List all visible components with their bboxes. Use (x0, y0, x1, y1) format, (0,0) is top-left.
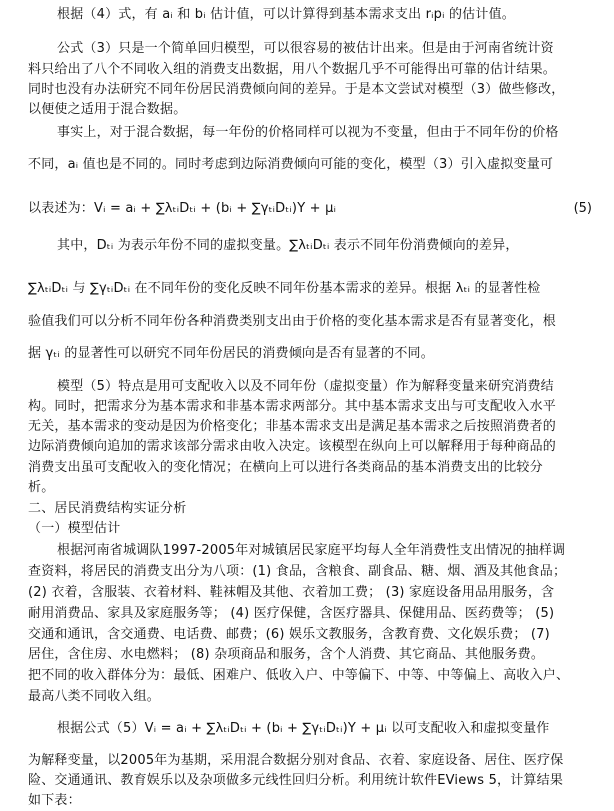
text-line: 公式（3）只是一个简单回归模型，可以很容易的被估计出来。但是由于河南省统计资 (57, 41, 554, 56)
text-line: 把不同的收入群体分为：最低、困难户、低收入户、中等偏下、中等、中等偏上、高收入户、 (28, 668, 570, 683)
text-line: 查资料，将居民的消费支出分为八项：(1) 食品，含粮食、副食品、糖、烟、酒及其他食品； (28, 564, 567, 579)
text-line: 料只给出了八个不同收入组的消费支出数据，用八个数据几乎不可能得出可靠的估计结果。 (28, 62, 557, 77)
text-line: 模型（5）特点是用可支配收入以及不同年份（虚拟变量）作为解释变量来研究消费结 (57, 379, 554, 394)
equation-line: 以表述为：Vᵢ = aᵢ + ∑λₜᵢDₜᵢ + (bᵢ + ∑γₜᵢDₜᵢ)Y + μᵢ (28, 201, 337, 216)
text-line: 不同，aᵢ 值也是不同的。同时考虑到边际消费倾向可能的变化，模型（3）引入虚拟变量可 (28, 157, 554, 172)
text-line: 无关，基本需求的变动是因为价格变化；非基本需求支出是满足基本需求之后按照消费者的 (28, 419, 557, 434)
text-line: 根据（4）式，有 aᵢ 和 bᵢ 估计值，可以计算得到基本需求支出 rᵢpᵢ 的估计值。 (57, 7, 515, 22)
subsection-heading: （一）模型估计 (28, 521, 121, 536)
text-line: 居住，含住房、水电燃料； (8) 杂项商品和服务，含个人消费、其它商品、其他服务费。 (28, 647, 545, 662)
equation-line: 根据公式（5）Vᵢ = aᵢ + ∑λₜᵢDₜᵢ + (bᵢ + ∑γₜᵢDₜᵢ)Y + μᵢ 以可支配收入和虚拟变量作 (57, 721, 550, 736)
text-line: 边际消费倾向追加的需求该部分需求由收入决定。该模型在纵向上可以解释用于每种商品的 (28, 439, 557, 454)
text-line: 以便使之适用于混合数据。 (28, 102, 187, 117)
text-line: 事实上，对于混合数据，每一年份的价格同样可以视为不变量，但由于不同年份的价格 (57, 125, 559, 140)
text-line: 据 γₜᵢ 的显著性可以研究不同年份居民的消费倾向是否有显著的不同。 (28, 346, 434, 361)
equation-number: (5) (573, 201, 592, 216)
text-line: (2) 衣着，含服装、衣着材料、鞋袜帽及其他、衣着加工费； (3) 家庭设备用品用服务，含 (28, 585, 555, 600)
text-line: 消费支出虽可支配收入的变化情况；在横向上可以进行各类商品的基本消费支出的比较分 (28, 460, 543, 475)
text-line: 耐用消费品、家具及家庭服务等； (4) 医疗保健，含医疗器具、保健用品、医药费等； (5) (28, 606, 555, 621)
text-line: 根据河南省城调队1997-2005年对城镇居民家庭平均每人全年消费性支出情况的抽样调 (57, 543, 566, 558)
text-line: 最高八类不同收入组。 (28, 689, 161, 704)
text-line: 如下表： (28, 793, 81, 808)
text-line: 同时也没有办法研究不同年份居民消费倾向间的差异。于是本文尝试对模型（3）做些修改， (28, 82, 565, 97)
text-line: 构。同时，把需求分为基本需求和非基本需求两部分。其中基本需求支出与可支配收入水平 (28, 399, 557, 414)
text-line: 其中，Dₜᵢ 为表示年份不同的虚拟变量。∑λₜᵢDₜᵢ 表示不同年份消费倾向的差异， (57, 238, 519, 253)
text-line: 析。 (28, 480, 55, 495)
text-line: ∑λₜᵢDₜᵢ 与 ∑γₜᵢDₜᵢ 在不同年份的变化反映不同年份基本需求的差异。根据 λₜᵢ 的显著性检 (28, 281, 541, 296)
text-line: 交通和通讯，含交通费、电话费、邮费；(6) 娱乐文教服务，含教育费、文化娱乐费； (7) (28, 627, 550, 642)
text-line: 为解释变量，以2005年为基期，采用混合数据分别对食品、衣着、家庭设备、居住、医疗保 (28, 753, 564, 768)
text-line: 险、交通通讯、教育娱乐以及杂项做多元线性回归分析。利用统计软件EViews 5，计算结果 (28, 773, 564, 788)
text-line: 验值我们可以分析不同年份各种消费类别支出由于价格的变化基本需求是否有显著变化，根 (28, 314, 557, 329)
section-heading: 二、居民消费结构实证分析 (28, 501, 187, 516)
